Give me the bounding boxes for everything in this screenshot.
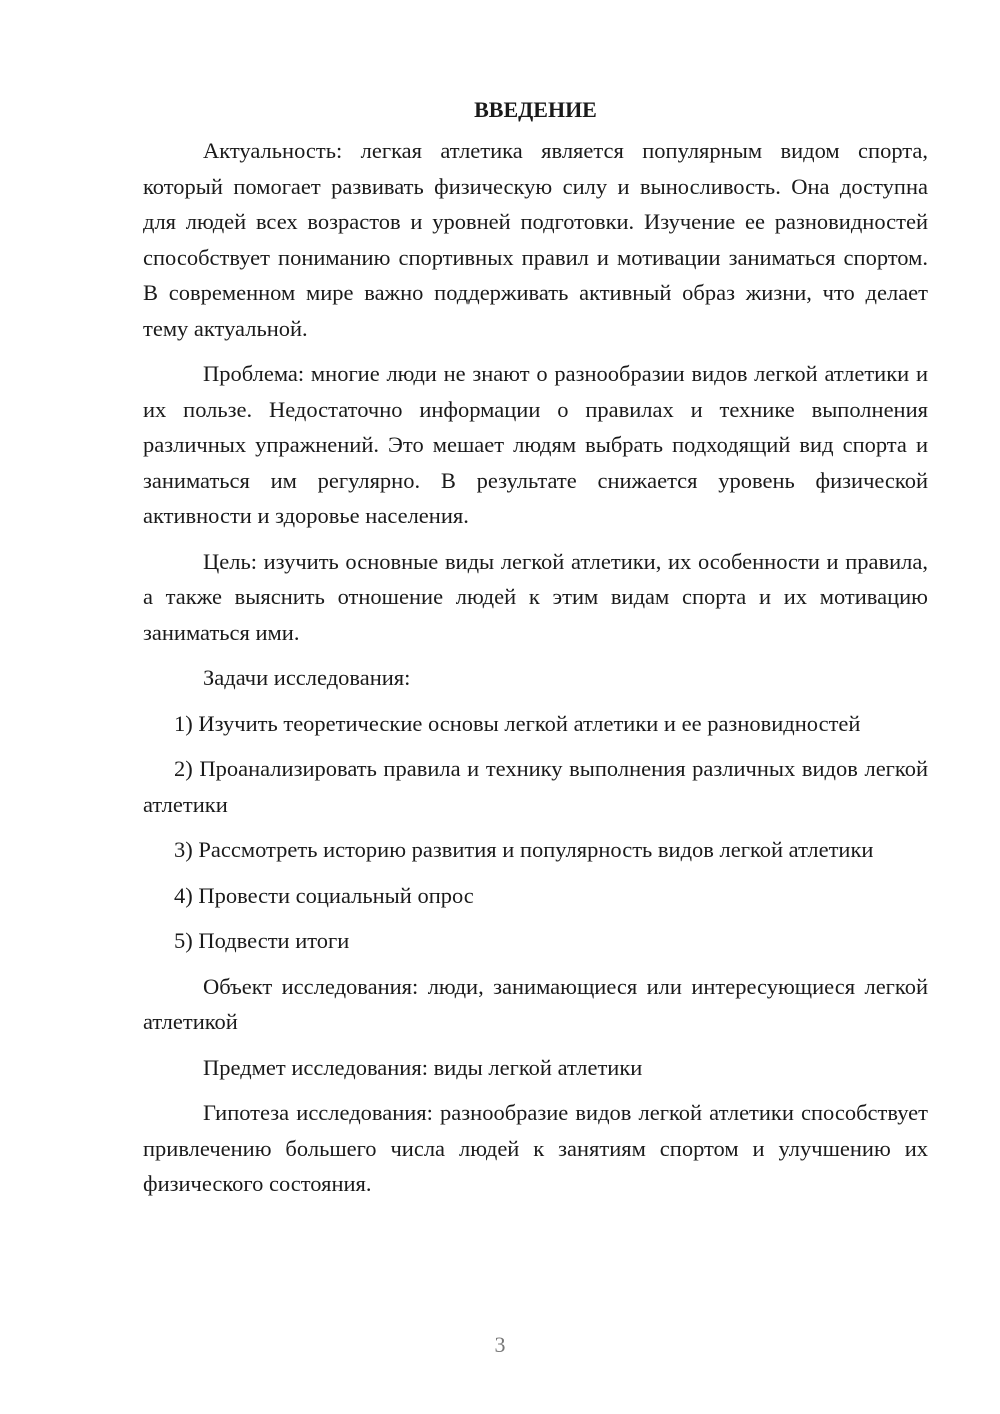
document-page xyxy=(143,92,928,1212)
task-item: 4) Провести социальный опрос xyxy=(174,882,474,908)
task-item: 3) Рассмотреть историю развития и популярность видов легкой атлетики xyxy=(174,837,874,862)
problem-paragraph: Проблема: многие люди не знают о разнообразии видов легкой атлетики и их пользе. Недостаточно информации о правилах и технике выполнения различных упражнений. Это мешает людям выбрать подходящий вид спорта и заниматься им регулярно. В результате снижается уровень физической активности и здоровье населения. xyxy=(143,361,928,528)
task-item: 2) Проанализировать правила и технику выполнения различных видов легкой атлетики xyxy=(143,756,928,817)
task-item: 1) Изучить теоретические основы легкой атлетики и ее разновидностей xyxy=(174,710,861,736)
tasks-heading: Задачи исследования: xyxy=(203,665,411,690)
goal-paragraph: Цель: изучить основные виды легкой атлетики, их особенности и правила, а также выяснить отношение людей к этим видам спорта и их мотивацию заниматься ими. xyxy=(143,548,928,645)
page-number: 3 xyxy=(494,1332,506,1357)
relevance-paragraph: Актуальность: легкая атлетика является популярным видом спорта, который помогает развивать физическую силу и выносливость. Она доступна для людей всех возрастов и уровней подготовки. Изучение ее разновидностей способствует пониманию спортивных правил и мотивации заниматься спортом. В современном мире важно поддерживать активный образ жизни, что делает тему актуальной. xyxy=(143,138,928,341)
object-paragraph: Объект исследования: люди, занимающиеся или интересующиеся легкой атлетикой xyxy=(143,973,928,1034)
subject-paragraph: Предмет исследования: виды легкой атлетики xyxy=(203,1054,643,1080)
hypothesis-paragraph: Гипотеза исследования: разнообразие видов легкой атлетики способствует привлечению большего числа людей к занятиям спортом и улучшению их физического состояния. xyxy=(143,1100,928,1196)
task-item: 5) Подвести итоги xyxy=(174,928,350,953)
page-title: ВВЕДЕНИЕ xyxy=(474,97,597,122)
tasks-list xyxy=(143,706,928,959)
